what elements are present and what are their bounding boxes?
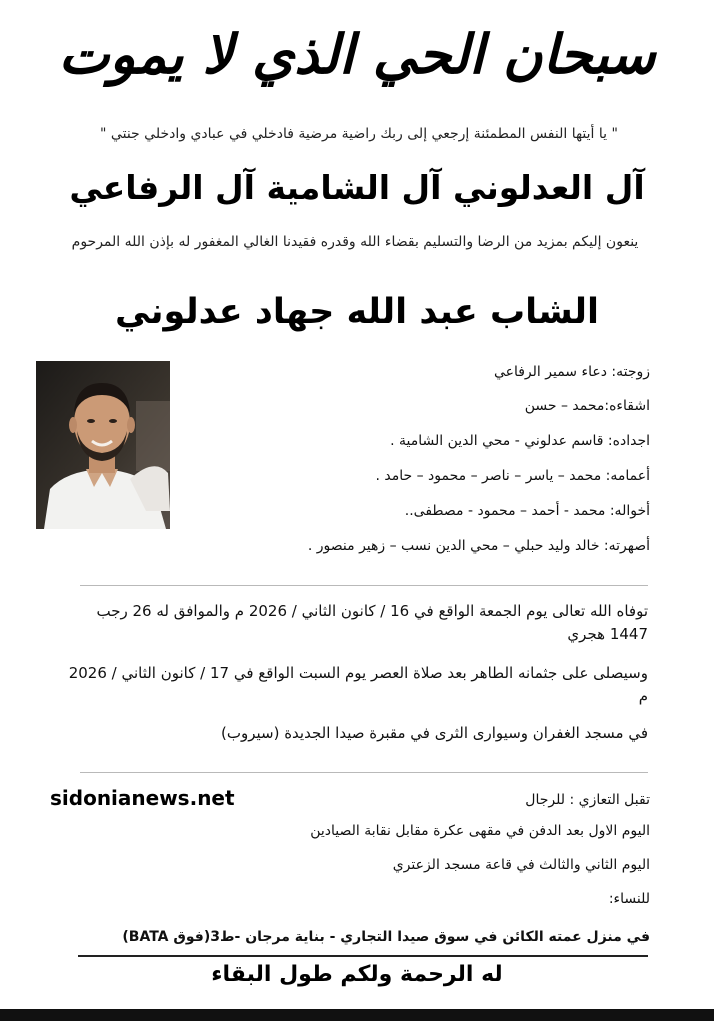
bottom-rule	[78, 955, 648, 957]
condolences-day-one: اليوم الاول بعد الدفن في مقهى عكرة مقابل نقابة الصيادين	[310, 823, 650, 839]
divider	[80, 585, 648, 586]
divider	[80, 772, 648, 773]
condolences-women-title: للنساء:	[608, 891, 650, 907]
calligraphy-title: سبحان الحي الذي لا يموت	[58, 22, 656, 86]
relative-grandfathers: اجداده: قاسم عدلوني - محي الدين الشامية .	[390, 433, 650, 449]
closing-phrase: له الرحمة ولكم طول البقاء	[211, 962, 503, 987]
relative-in-laws: أصهرته: خالد وليد حبلي – محي الدين نسب – زهير منصور .	[307, 538, 650, 554]
website-watermark: sidonianews.net	[50, 786, 235, 810]
relative-wife: زوجته: دعاء سمير الرفاعي	[493, 364, 650, 380]
condolences-women-place: في منزل عمته الكائن في سوق صيدا التجاري - بناية مرجان -ط3(فوق BATA)	[122, 929, 650, 945]
burial-info: في مسجد الغفران وسيوارى الثرى في مقبرة صيدا الجديدة (سيروب)	[220, 724, 648, 742]
deceased-name: الشاب عبد الله جهاد عدلوني	[114, 292, 600, 332]
relative-brothers: اشقاءه:محمد – حسن	[524, 398, 650, 414]
family-names: آل العدلوني آل الشامية آل الرفاعي	[69, 168, 645, 207]
bottom-bar	[0, 1009, 714, 1021]
relative-maternal-uncles: أخواله: محمد - أحمد – محمود - مصطفى..	[404, 503, 650, 519]
prayer-info: وسيصلى على جثمانه الطاهر بعد صلاة العصر يوم السبت الواقع في 17 / كانون الثاني / 2026 م	[68, 664, 648, 705]
announcement-intro: ينعون إليكم بمزيد من الرضا والتسليم بقضاء الله وقدره فقيدنا الغالي المغفور له بإذن الله المرحوم	[71, 234, 639, 250]
condolences-days-two-three: اليوم الثاني والثالث في قاعة مسجد الزعتري	[392, 857, 650, 873]
relative-paternal-uncles: أعمامه: محمد – ياسر – ناصر – محمود – حامد .	[375, 468, 650, 484]
death-info: توفاه الله تعالى يوم الجمعة الواقع في 16 / كانون الثاني / 2026 م والموافق له 26 رجب 1447 هجري	[96, 602, 648, 643]
quran-verse: " يا أيتها النفس المطمئنة إرجعي إلى ربك راضية مرضية فادخلي في عبادي وادخلي جنتي "	[100, 126, 618, 142]
condolences-men-title: تقبل التعازي : للرجال	[525, 792, 650, 808]
